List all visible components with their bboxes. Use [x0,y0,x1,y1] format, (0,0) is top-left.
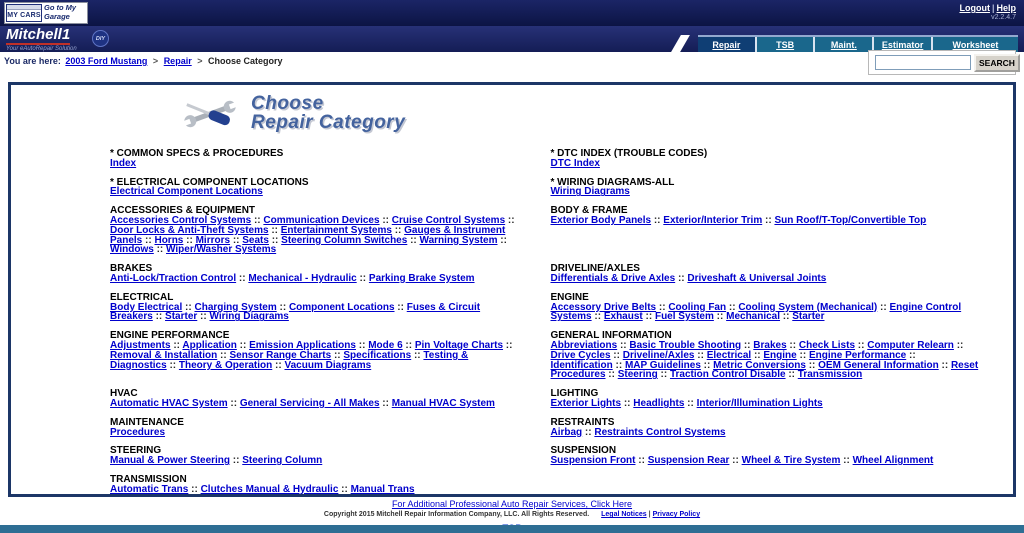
category-link[interactable]: General Servicing - All Makes [239,397,380,409]
link-separator: :: [331,349,344,361]
category-link[interactable]: Wiper/Washer Systems [166,244,277,256]
category-link[interactable]: Drive Cycles [550,349,611,361]
category-section [550,446,979,466]
category-links [550,428,979,438]
category-heading: ACCESSORIES & EQUIPMENT [110,205,256,217]
breadcrumb-current: Choose Category [208,56,283,66]
link-separator: :: [938,359,951,371]
category-heading: STEERING [110,445,162,457]
link-separator: :: [786,339,799,351]
category-section [110,149,522,169]
link-separator: :: [796,349,809,361]
link-separator: :: [268,224,281,236]
category-heading: GENERAL INFORMATION [550,330,672,342]
bottom-bar [0,525,1024,533]
logout-link[interactable]: Logout [959,3,990,13]
category-heading: * COMMON SPECS & PROCEDURES [110,148,284,159]
category-section [110,293,522,322]
category-heading: MAINTENANCE [110,416,184,428]
category-link[interactable]: Manual & Power Steering [110,455,231,467]
breadcrumb-prefix: You are here: [4,56,61,66]
link-separator: :: [407,234,420,246]
category-link[interactable]: Seats [242,234,269,246]
link-separator: :: [153,244,167,256]
link-separator: :: [906,349,916,361]
copyright-line [0,511,1024,518]
link-separator: :: [355,339,369,351]
category-link[interactable]: Computer Relearn [867,339,954,351]
top-bar [0,0,1024,26]
category-link[interactable]: Exterior Lights [550,397,622,409]
category-heading: BRAKES [110,263,153,275]
link-separator: :: [642,311,655,323]
category-links [550,159,979,169]
link-separator: :: [621,397,634,409]
tab-estimator[interactable]: Estimator [872,37,931,52]
link-separator: :: [605,369,618,381]
link-separator: :: [780,311,793,323]
category-link[interactable]: Index [110,157,137,169]
link-separator: :: [411,349,424,361]
category-link[interactable]: Mode 6 [368,339,403,351]
category-links [550,341,979,380]
link-separator: :: [356,272,369,284]
category-link[interactable]: Steering Column Switches [281,234,408,246]
category-link[interactable]: Accessories Control Systems [110,214,252,226]
category-link[interactable]: Charging System [194,301,277,313]
category-link[interactable]: Exterior/Interior Trim [663,214,763,226]
category-section [110,206,522,255]
category-link[interactable]: Mechanical - Hydraulic [248,272,357,284]
content-panel [8,82,1016,497]
tab-worksheet[interactable]: Worksheet [931,37,1018,52]
category-heading: ELECTRICAL [110,291,174,303]
category-links [550,303,979,323]
tab-tsb[interactable]: TSB [755,37,814,52]
category-section [110,418,522,438]
category-link[interactable]: Testing & Diagnostics [110,349,469,371]
category-link[interactable]: Cooling Fan [668,301,727,313]
category-link[interactable]: Restraints Control Systems [594,426,726,438]
link-separator: :: [694,349,707,361]
link-separator: :: [236,339,250,351]
category-link[interactable]: Door Locks & Anti-Theft Systems [110,224,269,236]
category-section [110,475,522,495]
category-link[interactable]: Headlights [633,397,685,409]
link-separator: :: [953,339,964,351]
breadcrumb [0,52,283,69]
category-link[interactable]: Communication Devices [263,214,380,226]
category-link[interactable]: Parking Brake System [368,272,475,284]
page-title-line1: Choose [251,93,324,114]
link-separator: :: [251,214,264,226]
category-link[interactable]: Removal & Installation [110,349,218,361]
category-link[interactable]: Clutches Manual & Hydraulic [200,483,339,495]
link-separator: :: [855,339,868,351]
category-link[interactable]: Steering [617,369,658,381]
category-section [550,475,979,495]
category-links [110,187,522,197]
category-link[interactable]: Manual HVAC System [391,397,495,409]
category-link[interactable]: Wheel Alignment [852,455,934,467]
category-link[interactable]: Metric Conversions [713,359,806,371]
tab-divider-slash [671,35,690,52]
category-section [550,418,979,438]
tab-maint[interactable]: Maint. [813,37,872,52]
category-links [110,428,522,438]
category-heading: SUSPENSION [550,445,617,457]
breadcrumb-repair-link[interactable]: Repair [163,56,192,66]
link-separator: :: [170,339,183,351]
category-link[interactable]: Emission Applications [249,339,356,351]
logo-wordmark: Mitchell1 [6,26,71,43]
category-link[interactable]: Abbreviations [550,339,618,351]
category-link[interactable]: Vacuum Diagrams [284,359,372,371]
category-section [550,178,979,198]
link-separator: :: [635,455,648,467]
category-heading: TRANSMISSION [110,473,187,485]
category-link[interactable]: Accessory Drive Belts [550,301,657,313]
link-separator: :: [675,272,688,284]
search-input[interactable] [875,55,971,70]
privacy-policy-link[interactable]: Privacy Policy [652,511,701,518]
category-link[interactable]: Reset Procedures [550,359,979,381]
breadcrumb-separator: > [197,56,203,66]
link-separator: :: [338,483,351,495]
divider: | [991,3,995,13]
category-heading: RESTRAINTS [550,416,615,428]
link-separator: :: [785,369,798,381]
link-separator: :: [657,369,670,381]
category-link[interactable]: Wiring Diagrams [550,186,630,198]
link-separator: :: [617,339,630,351]
category-link[interactable]: Component Locations [288,301,395,313]
category-link[interactable]: Basic Trouble Shooting [629,339,742,351]
repair-tools-icon [181,94,239,134]
category-link[interactable]: Engine Performance [808,349,907,361]
link-separator: :: [651,214,664,226]
category-link[interactable]: Driveshaft & Universal Joints [687,272,827,284]
link-separator: :: [272,359,285,371]
category-link[interactable]: Engine Control Systems [550,301,962,323]
category-link[interactable]: Identification [550,359,613,371]
link-separator: :: [656,301,669,313]
breadcrumb-separator: > [152,56,159,66]
category-link[interactable]: Theory & Operation [178,359,273,371]
category-link[interactable]: Automatic HVAC System [110,397,228,409]
link-separator: :: [379,214,392,226]
category-link[interactable]: Brakes [753,339,787,351]
link-separator: :: [182,301,195,313]
link-separator: :: [183,234,196,246]
category-link[interactable]: Pin Voltage Charts [414,339,504,351]
link-separator: :: [391,224,405,236]
help-link[interactable]: Help [996,3,1016,13]
category-link[interactable]: Exhaust [603,311,643,323]
category-link[interactable]: Anti-Lock/Traction Control [110,272,237,284]
category-link[interactable]: Wiring Diagrams [209,311,289,323]
link-separator: :: [142,234,155,246]
link-separator: :: [582,426,595,438]
page-title-line2: Repair Category [251,112,406,133]
link-separator: :: [217,349,230,361]
category-link[interactable]: Fuel System [654,311,714,323]
category-links [110,399,522,409]
category-link[interactable]: Suspension Rear [647,455,730,467]
category-link[interactable]: Entertainment Systems [280,224,392,236]
link-separator: :: [197,311,210,323]
category-section [110,331,522,380]
category-link[interactable]: Electrical [706,349,752,361]
category-heading: BODY & FRAME [550,205,628,217]
category-heading: * ELECTRICAL COMPONENT LOCATIONS [110,176,309,188]
my-cars-plate-icon [6,4,42,22]
category-links [110,341,522,370]
category-link[interactable]: Traction Control Disable [669,369,786,381]
footer-pipe: | [648,511,651,518]
link-separator: :: [729,455,742,467]
category-link[interactable]: MAP Guidelines [624,359,701,371]
category-link[interactable]: Driveline/Axles [622,349,695,361]
category-link[interactable]: Adjustments [110,339,171,351]
link-separator: :: [684,397,697,409]
category-heading: LIGHTING [550,388,599,400]
link-separator: :: [227,397,240,409]
link-separator: :: [751,349,764,361]
logo-tagline: Your eAutoRepair Solution [6,46,77,52]
footer [0,497,1024,533]
session-links [959,3,1016,21]
category-link[interactable]: Check Lists [798,339,856,351]
category-link[interactable]: Windows [110,244,154,256]
link-separator: :: [726,301,739,313]
link-separator: :: [840,455,853,467]
category-heading: ENGINE PERFORMANCE [110,330,230,342]
link-separator: :: [612,359,625,371]
category-link[interactable]: Interior/Illumination Lights [696,397,823,409]
category-links [110,303,522,323]
category-link[interactable]: Body Electrical [110,301,183,313]
category-link[interactable]: Cruise Control Systems [391,214,506,226]
link-separator: :: [379,397,392,409]
category-links [110,159,522,169]
search-panel [868,50,1016,75]
category-link[interactable]: Sun Roof/T-Top/Convertible Top [774,214,927,226]
category-link[interactable]: Mirrors [195,234,231,246]
category-links [550,187,979,197]
category-link[interactable]: Steering Column [242,455,323,467]
link-separator: :: [805,359,819,371]
link-separator: :: [741,339,754,351]
category-links [110,274,522,284]
link-separator: :: [152,311,166,323]
category-link[interactable]: Sensor Range Charts [229,349,332,361]
brand-header [0,26,1024,52]
category-link[interactable]: Gauges & Instrument Panels [110,224,506,246]
category-links [110,485,522,495]
version-label: v2.2.4.7 [991,14,1016,21]
link-separator: :: [591,311,604,323]
category-heading: DRIVELINE/AXLES [550,263,640,275]
category-link[interactable]: Starter [792,311,825,323]
link-separator: :: [877,301,890,313]
link-separator: :: [230,455,243,467]
link-separator: :: [700,359,714,371]
category-links [550,216,979,226]
category-section [550,389,979,409]
category-heading: ENGINE [550,291,589,303]
my-garage-button[interactable] [4,2,88,24]
category-link[interactable]: Starter [165,311,198,323]
diy-badge: DIY [92,30,109,47]
mitchell1-logo [6,27,77,52]
category-link[interactable]: Electrical Component Locations [110,186,263,198]
category-links [110,216,522,255]
category-links [550,399,979,409]
category-link[interactable]: Mechanical [726,311,781,323]
category-link[interactable]: Manual Trans [350,483,415,495]
category-link[interactable]: Exterior Body Panels [550,214,652,226]
link-separator: :: [402,339,415,351]
link-separator: :: [268,234,282,246]
link-separator: :: [497,234,507,246]
legal-notices-link[interactable]: Legal Notices [601,511,647,518]
page-title-block [181,94,405,134]
category-link[interactable]: Cooling System (Mechanical) [738,301,878,313]
link-separator: :: [762,214,775,226]
link-separator: :: [230,234,243,246]
category-links [550,456,979,466]
tab-repair[interactable]: Repair [698,37,755,52]
link-separator: :: [713,311,727,323]
category-link[interactable]: Transmission [797,369,863,381]
link-separator: :: [610,349,623,361]
category-section [110,178,522,198]
category-link[interactable]: OEM General Information [818,359,939,371]
category-links [110,456,522,466]
category-grid [110,149,979,504]
category-section [550,206,979,255]
category-link[interactable]: DTC Index [550,157,600,169]
category-link[interactable]: Automatic Trans [110,483,189,495]
search-button[interactable]: SEARCH [974,54,1020,72]
category-link[interactable]: Application [182,339,237,351]
category-link[interactable]: Horns [154,234,184,246]
category-link[interactable]: Specifications [343,349,412,361]
category-section [110,446,522,466]
category-link[interactable]: Wheel & Tire System [741,455,841,467]
category-link[interactable]: Procedures [110,426,166,438]
category-links [550,274,979,284]
my-cars-label: MY CARS [7,12,41,19]
link-separator: :: [394,301,407,313]
category-link[interactable]: Fuses & Circuit Breakers [110,301,481,323]
category-link[interactable]: Engine [763,349,797,361]
category-link[interactable]: Warning System [419,234,498,246]
page-title [251,94,405,132]
link-separator: :: [505,214,515,226]
category-link[interactable]: Differentials & Drive Axles [550,272,676,284]
go-to-garage-label: Go to My Garage [44,3,77,21]
category-section [110,264,522,284]
category-section [550,331,979,380]
copyright-text: Copyright 2015 Mitchell Repair Information Company, LLC. All Rights Reserved. [323,511,590,518]
link-separator: :: [276,301,289,313]
link-separator: :: [503,339,513,351]
category-section [550,149,979,169]
category-link[interactable]: Suspension Front [550,455,636,467]
category-heading: * WIRING DIAGRAMS-ALL [550,176,675,188]
promo-link[interactable]: For Additional Professional Auto Repair Services, Click Here [391,499,633,509]
breadcrumb-vehicle-link[interactable]: 2003 Ford Mustang [65,56,148,66]
category-section [550,293,979,322]
category-heading: * DTC INDEX (TROUBLE CODES) [550,148,708,159]
category-section [110,389,522,409]
link-separator: :: [166,359,179,371]
category-heading: HVAC [110,388,138,400]
link-separator: :: [188,483,201,495]
link-separator: :: [236,272,249,284]
category-section [550,264,979,284]
category-link[interactable]: Airbag [550,426,583,438]
